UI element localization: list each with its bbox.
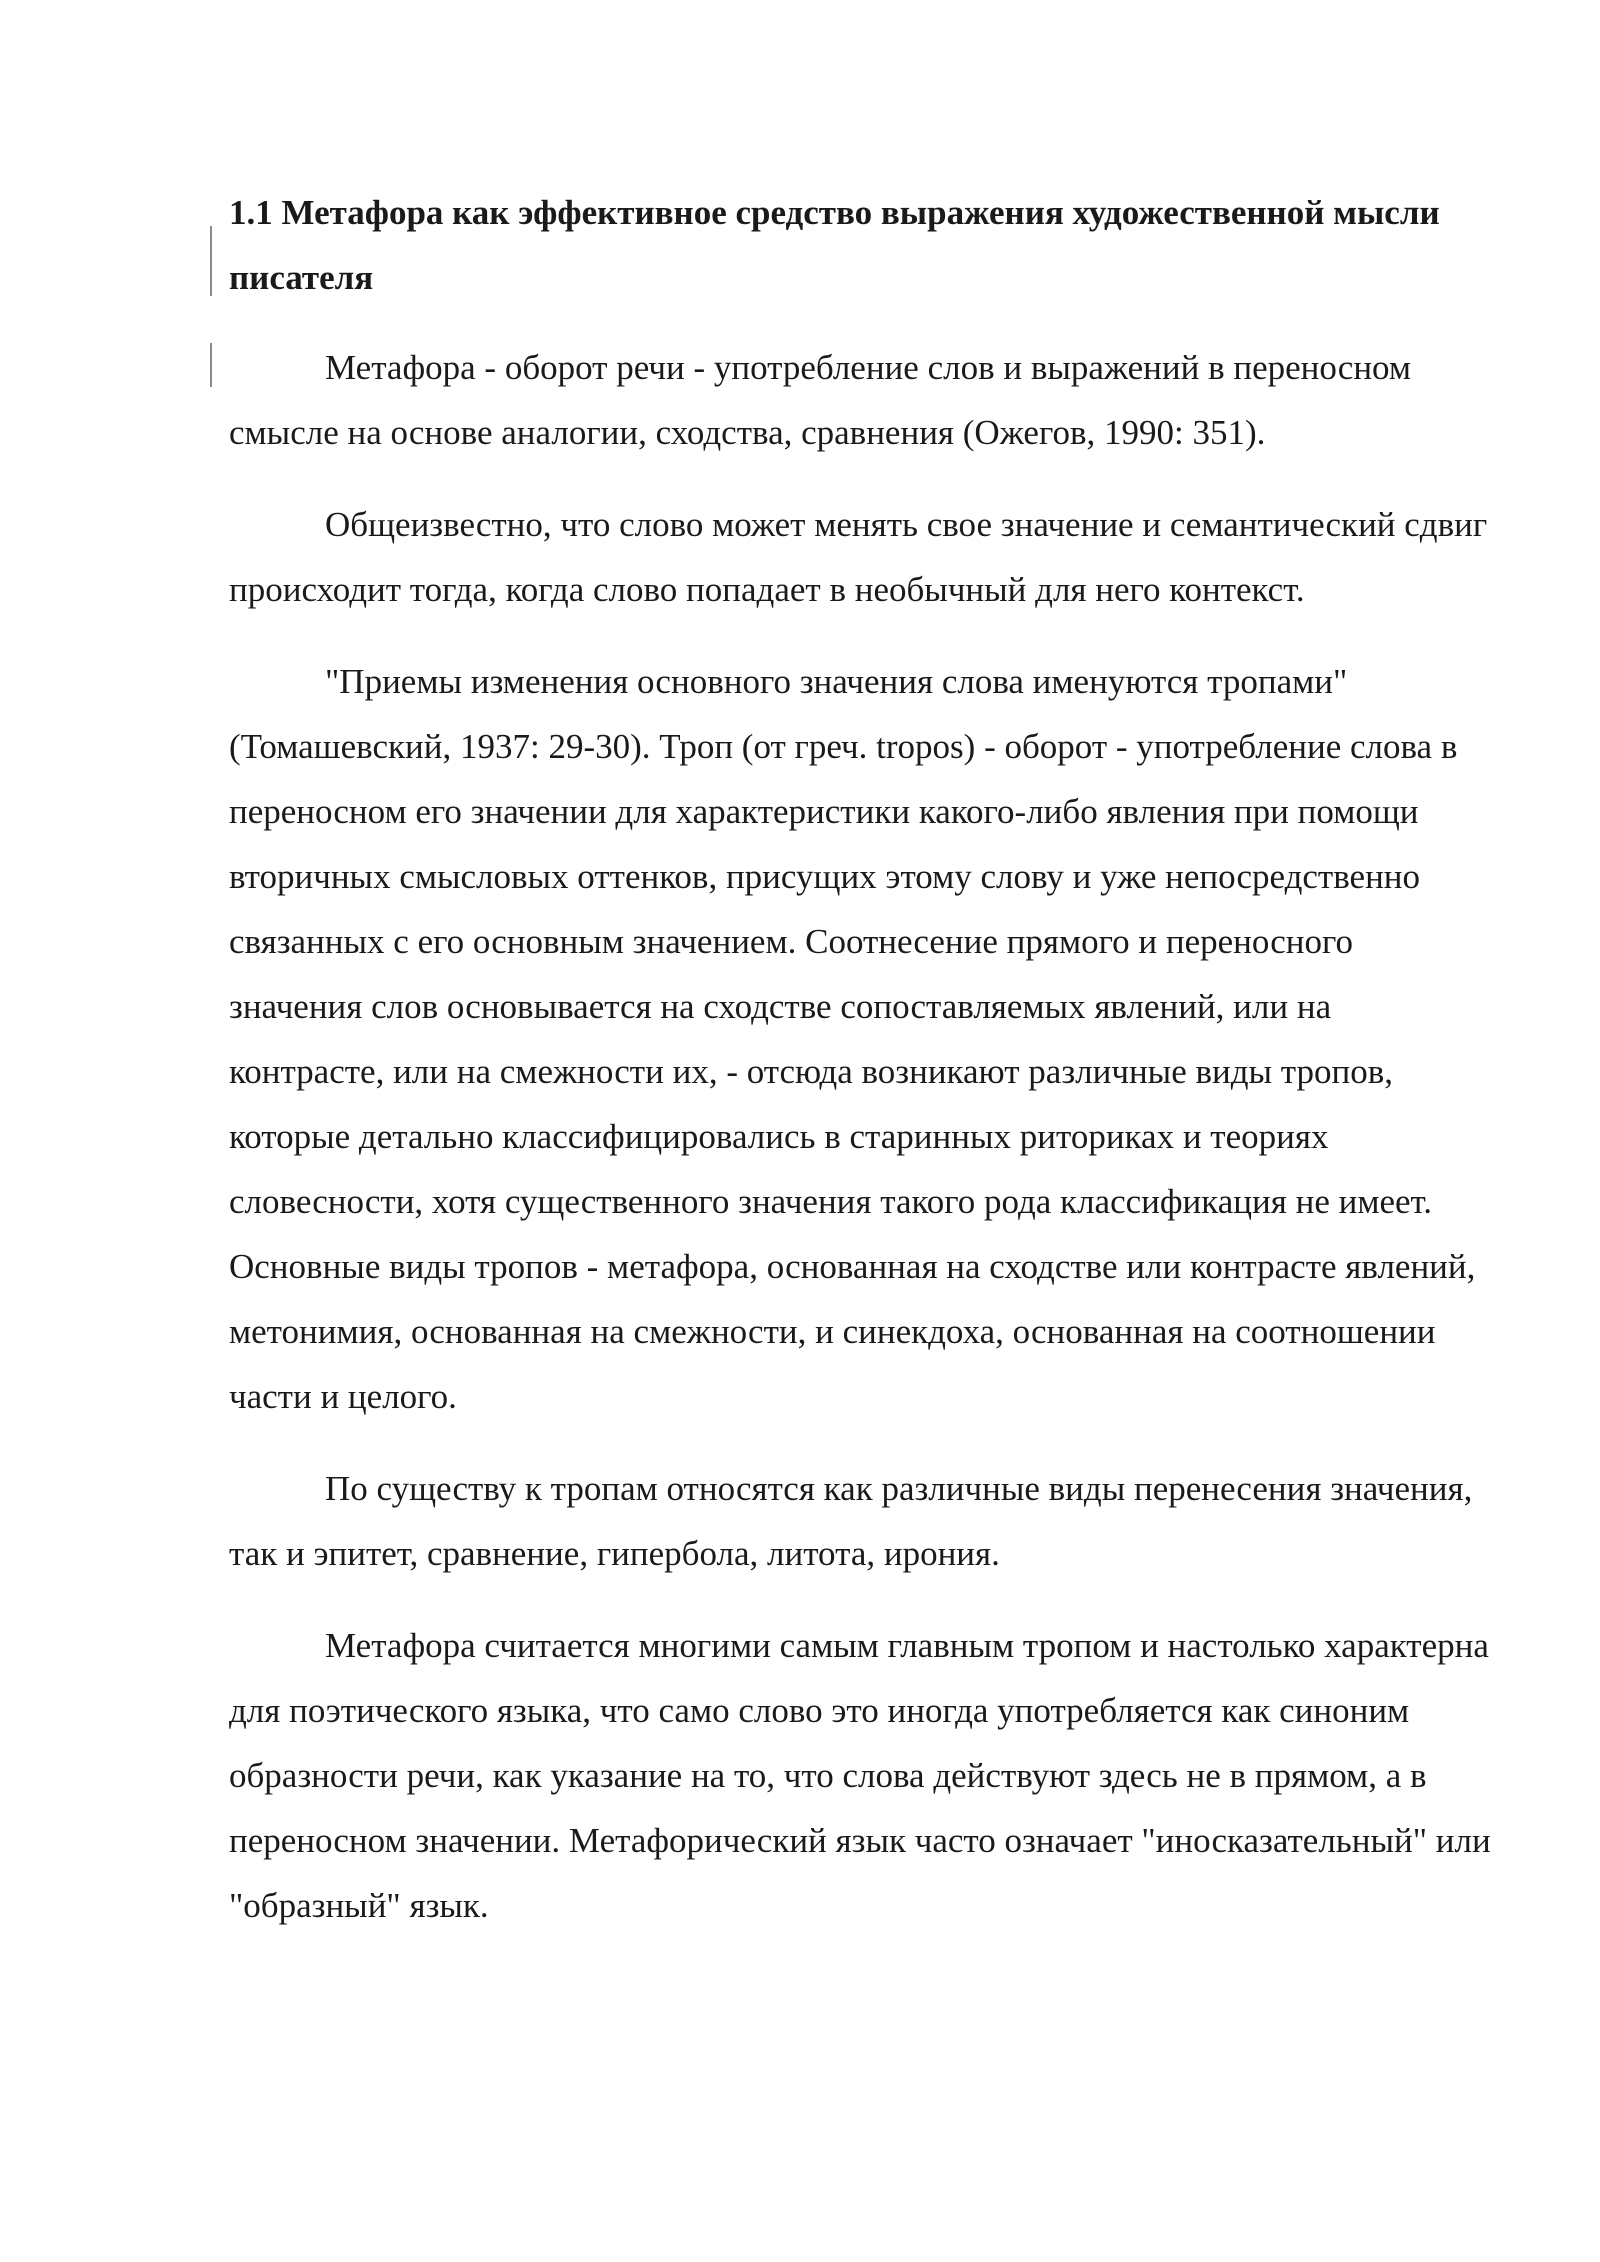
change-bar: [210, 343, 212, 387]
paragraph: Метафора считается многими самым главным тропом и настолько характерна для поэтического языка, что само слово это иногда употребляется как синоним образности речи, как указание на то, что слова действуют здесь не в прямом, а в переносном значении. Метафорический язык часто означает "иносказательный" или "образный" язык.: [229, 1626, 1491, 1925]
paragraph: "Приемы изменения основного значения слова именуются тропами" (Томашевский, 1937: 29-30). Троп (от греч. tropos) - оборот - употребление слова в переносном его значении для характеристики какого-либо явления при помощи вторичных смысловых оттенков, присущих этому слову и уже непосредственно связанных с его основным значением. Соотнесение прямого и переносного значения слов основывается на сходстве сопоставляемых явлений, или на контрасте, или на смежности их, - отсюда возникают различные виды тропов, которые детально классифицировались в старинных риториках и теориях словесности, хотя существенного значения такого рода классификация не имеет. Основные виды тропов - метафора, основанная на сходстве или контрасте явлений, метонимия, основанная на смежности, и синекдоха, основанная на соотношении части и целого.: [229, 662, 1476, 1416]
paragraph: Метафора - оборот речи - употребление слов и выражений в переносном смысле на основе аналогии, сходства, сравнения (Ожегов, 1990: 351).: [229, 348, 1412, 452]
section-heading: 1.1 Метафора как эффективное средство выражения художественной мысли писателя: [229, 193, 1440, 297]
paragraph: Общеизвестно, что слово может менять свое значение и семантический сдвиг происходит тогда, когда слово попадает в необычный для него контекст.: [229, 505, 1488, 609]
document-body: [229, 180, 1491, 1965]
paragraph: По существу к тропам относятся как различные виды перенесения значения, так и эпитет, сравнение, гипербола, литота, ирония.: [229, 1469, 1473, 1573]
change-bar: [210, 226, 212, 296]
